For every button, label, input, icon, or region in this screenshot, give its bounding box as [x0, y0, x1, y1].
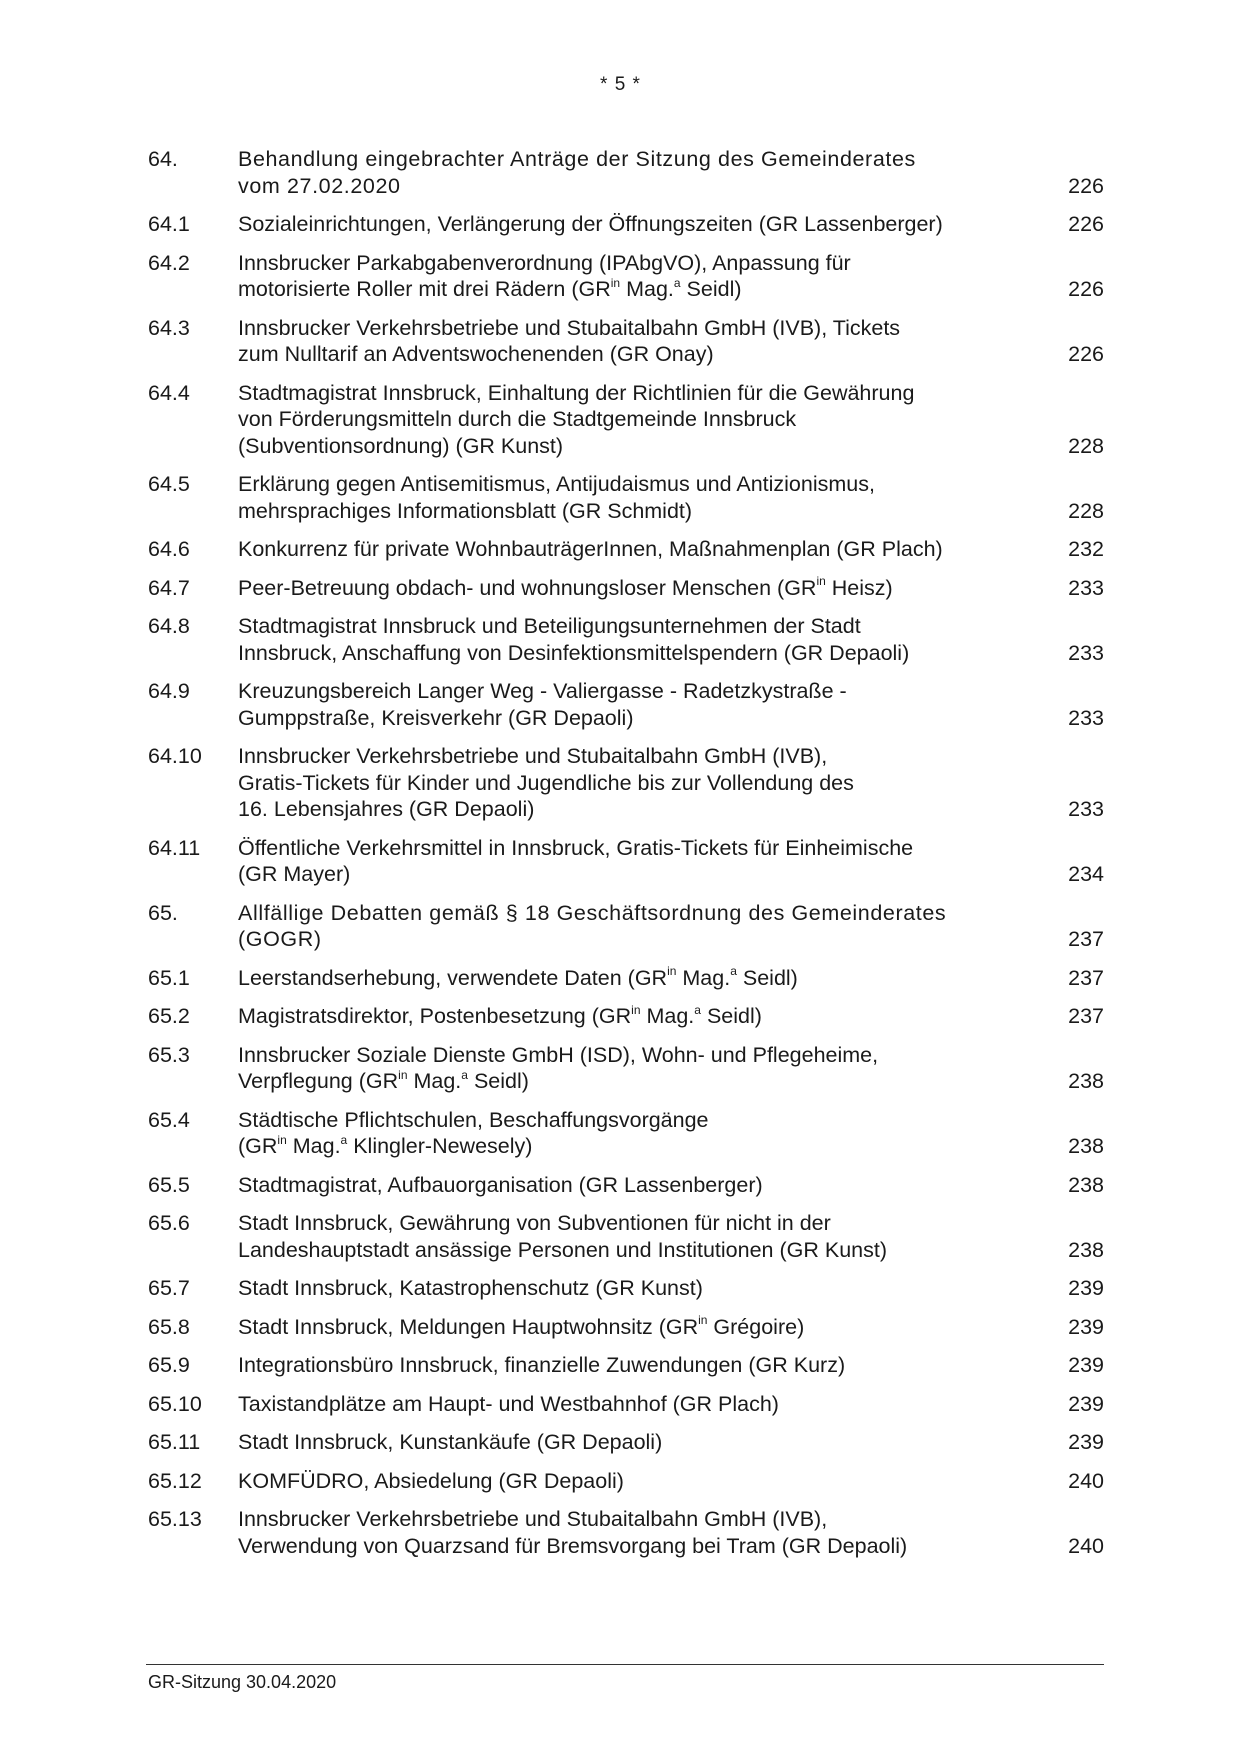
toc-entry-title-line: Verwendung von Quarzsand für Bremsvorgang bei Tram (GR Depaoli) [238, 1533, 908, 1558]
toc-entry-number: 64.1 [148, 212, 190, 236]
toc-entry-page: 239 [1068, 1276, 1104, 1300]
toc-entry-number: 64.11 [148, 835, 201, 860]
toc-entry-title [238, 1003, 1044, 1030]
toc-section-entry [148, 900, 1104, 953]
toc-entry [148, 1107, 1104, 1160]
toc-entry [148, 471, 1104, 524]
toc-entry-title-line: Stadt Innsbruck, Meldungen Hauptwohnsitz ($GR^{in}$ Grégoire) [238, 1313, 805, 1339]
toc-entry [148, 380, 1104, 460]
toc-section-entry [148, 146, 1104, 199]
toc-entry-title [238, 965, 1044, 992]
toc-entry-title-line: Stadtmagistrat Innsbruck und Beteiligungsunternehmen der Stadt [238, 614, 861, 638]
toc-entry-page: 237 [1068, 927, 1104, 951]
toc-entry-number: 65.10 [148, 1391, 202, 1416]
toc-entry-title-line: KOMFÜDRO, Absiedelung (GR Depaoli) [238, 1468, 624, 1493]
toc-entry-number: 65.6 [148, 1211, 190, 1235]
toc-entry-number: 65.11 [148, 1430, 201, 1454]
toc-entry-title [238, 678, 1044, 731]
toc-entry-page: 226 [1068, 173, 1104, 198]
toc-entry-title-line: Innsbrucker Verkehrsbetriebe und Stubaitalbahn GmbH (IVB), Tickets [238, 315, 901, 340]
toc-entry-title [238, 1468, 1044, 1495]
toc-entry [148, 211, 1104, 238]
toc-entry-title-line: Magistratsdirektor, Postenbesetzung ($GR^{in}$ Mag.$^a$ Seidl) [238, 1002, 762, 1028]
toc-entry-number: 65.4 [148, 1107, 190, 1132]
toc-entry-number: 65.1 [148, 965, 190, 990]
toc-entry-title [238, 743, 1044, 823]
toc-entry [148, 1314, 1104, 1341]
toc-entry-title-line: Städtische Pflichtschulen, Beschaffungsvorgänge [238, 1107, 709, 1132]
toc-entry-title-line: Stadtmagistrat, Aufbauorganisation (GR Lassenberger) [238, 1172, 763, 1197]
toc-entry [148, 575, 1104, 602]
toc-entry [148, 1429, 1104, 1456]
toc-entry-page: 226 [1068, 342, 1104, 366]
toc-entry-title [238, 1210, 1044, 1263]
toc-entry-title [238, 1172, 1044, 1199]
toc-entry-number: 64.9 [148, 679, 190, 703]
toc-entry-page: 228 [1068, 498, 1104, 523]
toc-entry-title-line: Stadt Innsbruck, Gewährung von Subventionen für nicht in der [238, 1211, 831, 1235]
toc-entry-title-line: Kreuzungsbereich Langer Weg - Valiergasse - Radetzkystraße - [238, 679, 847, 703]
toc-entry-number: 64.2 [148, 250, 190, 275]
toc-entry-title-line: Gumppstraße, Kreisverkehr (GR Depaoli) [238, 705, 634, 730]
toc-entry [148, 1352, 1104, 1379]
toc-entry-page: 240 [1068, 1468, 1104, 1493]
toc-entry-page: 239 [1068, 1314, 1104, 1339]
toc-entry-number: 65.5 [148, 1172, 190, 1197]
toc-entry-page: 232 [1068, 537, 1104, 561]
toc-entry-title-line: von Förderungsmitteln durch die Stadtgemeinde Innsbruck [238, 407, 797, 431]
toc-entry [148, 613, 1104, 666]
toc-entry-title-line: Landeshauptstadt ansässige Personen und Institutionen (GR Kunst) [238, 1237, 887, 1262]
toc-entry-title-line: Behandlung eingebrachter Anträge der Sitzung des Gemeinderates [238, 147, 916, 171]
footer-divider [146, 1664, 1104, 1665]
toc-entry-title-line: Integrationsbüro Innsbruck, finanzielle Zuwendungen (GR Kurz) [238, 1353, 846, 1377]
toc-entry [148, 1003, 1104, 1030]
toc-entry-number: 65.13 [148, 1507, 202, 1531]
toc-entry-number: 64.5 [148, 472, 190, 496]
toc-entry [148, 536, 1104, 563]
toc-entry-title-line: Stadt Innsbruck, Kunstankäufe (GR Depaoli) [238, 1430, 663, 1454]
toc-entry [148, 835, 1104, 888]
toc-entry-number: 64.7 [148, 575, 190, 600]
toc-entry-number: 65.2 [148, 1004, 190, 1028]
toc-entry-page: 239 [1068, 1391, 1104, 1416]
toc-entry-number: 65.3 [148, 1042, 190, 1067]
toc-entry-title-line: (GR Mayer) [238, 862, 351, 886]
toc-entry-title [238, 471, 1044, 524]
toc-entry [148, 1275, 1104, 1302]
toc-entry-number: 65.9 [148, 1353, 190, 1377]
toc-entry-page: 233 [1068, 640, 1104, 665]
toc-entry-title [238, 211, 1044, 238]
toc-entry-number: 64.10 [148, 744, 202, 768]
toc-entry-title-line: Leerstandserhebung, verwendete Daten ($GR^{in}$ Mag.$^a$ Seidl) [238, 964, 798, 990]
toc-entry [148, 1468, 1104, 1495]
toc-entry-title-line: Innsbrucker Verkehrsbetriebe und Stubaitalbahn GmbH (IVB), [238, 744, 828, 768]
toc-entry [148, 1042, 1104, 1095]
toc-entry-title-line: Stadt Innsbruck, Katastrophenschutz (GR Kunst) [238, 1276, 703, 1300]
toc-entry-title-line: Verpflegung ($GR^{in}$ Mag.$^a$ Seidl) [238, 1067, 529, 1093]
toc-entry-page: 238 [1068, 1172, 1104, 1197]
toc-entry [148, 1210, 1104, 1263]
toc-entry [148, 965, 1104, 992]
toc-entry-title [238, 835, 1044, 888]
toc-entry-title-line: mehrsprachiges Informationsblatt (GR Schmidt) [238, 498, 693, 523]
toc-entry-title-line: Sozialeinrichtungen, Verlängerung der Öffnungszeiten (GR Lassenberger) [238, 212, 943, 236]
toc-entry-title [238, 1042, 1044, 1095]
toc-entry-number: 64.8 [148, 614, 190, 638]
toc-entry-title [238, 250, 1044, 303]
toc-entry-title-line: Peer-Betreuung obdach- und wohnungsloser Menschen ($GR^{in}$ Heisz) [238, 574, 893, 600]
toc-entry-page: 237 [1068, 965, 1104, 990]
toc-entry-number: 64.4 [148, 380, 190, 405]
toc-entry-title [238, 1275, 1044, 1302]
toc-entry-number: 65.8 [148, 1314, 190, 1339]
toc-entry-page: 234 [1068, 862, 1104, 886]
toc-entry [148, 1506, 1104, 1559]
toc-entry-title-line: Öffentliche Verkehrsmittel in Innsbruck, Gratis-Tickets für Einheimische [238, 835, 914, 860]
toc-entry-title [238, 380, 1044, 460]
toc-entry-number: 65. [148, 900, 178, 925]
toc-entry-title [238, 1107, 1044, 1160]
toc-entry-page: 240 [1068, 1533, 1104, 1558]
toc-entry-title-line: Innsbruck, Anschaffung von Desinfektionsmittelspendern (GR Depaoli) [238, 640, 910, 665]
toc-entry-page: 226 [1068, 212, 1104, 236]
toc-entry-page: 233 [1068, 575, 1104, 600]
toc-entry-page: 237 [1068, 1004, 1104, 1028]
toc-entry-page: 228 [1068, 433, 1104, 458]
toc-entry-page: 238 [1068, 1237, 1104, 1262]
toc-entry-title [238, 1506, 1044, 1559]
toc-entry-number: 65.12 [148, 1468, 202, 1493]
toc-entry-title [238, 1429, 1044, 1456]
toc-entry-title-line: Stadtmagistrat Innsbruck, Einhaltung der Richtlinien für die Gewährung [238, 380, 915, 405]
table-of-contents [148, 146, 1104, 1571]
toc-entry-title-line: Taxistandplätze am Haupt- und Westbahnhof (GR Plach) [238, 1391, 779, 1416]
toc-entry-title-line: (GOGR) [238, 927, 322, 951]
toc-entry-title-line: Innsbrucker Soziale Dienste GmbH (ISD), Wohn- und Pflegeheime, [238, 1042, 879, 1067]
toc-entry [148, 250, 1104, 303]
toc-entry [148, 743, 1104, 823]
toc-entry-title-line: Innsbrucker Verkehrsbetriebe und Stubaitalbahn GmbH (IVB), [238, 1507, 828, 1531]
toc-entry-number: 65.7 [148, 1276, 190, 1300]
page-number: * 5 * [600, 74, 641, 95]
toc-entry-title [238, 575, 1044, 602]
toc-entry-title-line: ($GR^{in}$ Mag.$^a$ Klingler-Newesely) [238, 1132, 533, 1158]
toc-entry [148, 1172, 1104, 1199]
footer-session-date: GR-Sitzung 30.04.2020 [148, 1672, 337, 1692]
toc-entry-title-line: motorisierte Roller mit drei Rädern ($GR^{in}$ Mag.$^a$ Seidl) [238, 275, 742, 301]
toc-entry-page: 226 [1068, 277, 1104, 301]
toc-entry [148, 1391, 1104, 1418]
toc-entry [148, 315, 1104, 368]
toc-entry-page: 238 [1068, 1069, 1104, 1093]
toc-entry-title-line: Allfällige Debatten gemäß § 18 Geschäftsordnung des Gemeinderates [238, 900, 947, 925]
toc-entry-page: 233 [1068, 705, 1104, 730]
toc-entry-page: 239 [1068, 1353, 1104, 1377]
toc-entry-title-line: 16. Lebensjahres (GR Depaoli) [238, 797, 535, 821]
toc-entry-title-line: zum Nulltarif an Adventswochenenden (GR Onay) [238, 342, 714, 366]
toc-entry-title [238, 536, 1044, 563]
toc-entry-page: 238 [1068, 1134, 1104, 1158]
toc-entry-page: 233 [1068, 797, 1104, 821]
toc-entry-title [238, 900, 1044, 953]
toc-entry-title [238, 1314, 1044, 1341]
toc-entry-title-line: Innsbrucker Parkabgabenverordnung (IPAbgVO), Anpassung für [238, 250, 851, 275]
toc-entry [148, 678, 1104, 731]
toc-entry-title-line: Gratis-Tickets für Kinder und Jugendliche bis zur Vollendung des [238, 770, 854, 795]
toc-entry-title-line: Erklärung gegen Antisemitismus, Antijudaismus und Antizionismus, [238, 472, 875, 496]
toc-entry-title [238, 146, 1044, 199]
toc-entry-number: 64. [148, 147, 178, 171]
toc-entry-title-line: Konkurrenz für private WohnbauträgerInnen, Maßnahmenplan (GR Plach) [238, 537, 943, 561]
toc-entry-title-line: vom 27.02.2020 [238, 173, 401, 198]
toc-entry-page: 239 [1068, 1430, 1104, 1454]
toc-entry-title [238, 613, 1044, 666]
toc-entry-title-line: (Subventionsordnung) (GR Kunst) [238, 433, 564, 458]
toc-entry-number: 64.6 [148, 537, 190, 561]
toc-entry-number: 64.3 [148, 315, 190, 340]
toc-entry-title [238, 1391, 1044, 1418]
toc-entry-title [238, 1352, 1044, 1379]
toc-entry-title [238, 315, 1044, 368]
